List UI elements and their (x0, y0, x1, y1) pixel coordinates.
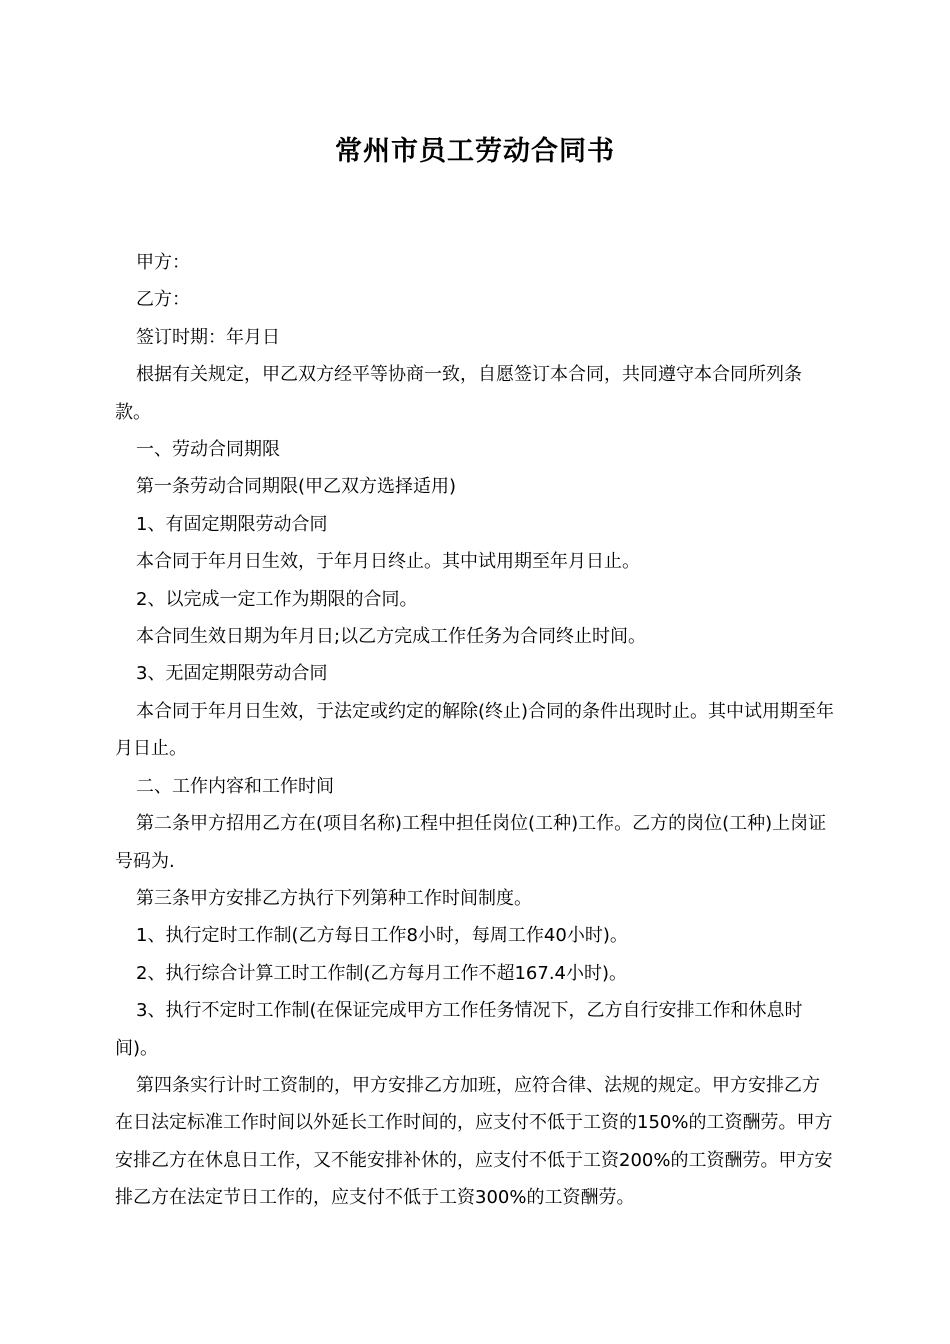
section-heading-1: 一、劳动合同期限 (136, 439, 280, 461)
article-3: 第三条甲方安排乙方执行下列第种工作时间制度。 (136, 887, 532, 909)
document-body (115, 244, 835, 1217)
option-3-text: 本合同于年月日生效，于法定或约定的解除(终止)合同的条件出现时止。其中试用期至年月日止。 (115, 700, 835, 760)
section-heading-2: 二、工作内容和工作时间 (136, 775, 334, 797)
option-1-text: 本合同于年月日生效，于年月日终止。其中试用期至年月日止。 (136, 551, 640, 573)
option-2-text: 本合同生效日期为年月日;以乙方完成工作任务为合同终止时间。 (136, 626, 647, 648)
article-1: 第一条劳动合同期限(甲乙双方选择适用) (136, 476, 457, 498)
option-1-heading: 1、有固定期限劳动合同 (136, 513, 328, 535)
signing-date-line: 签订时期：年月日 (136, 326, 280, 348)
option-2-heading: 2、以完成一定工作为期限的合同。 (136, 588, 418, 610)
work-system-1: 1、执行定时工作制(乙方每日工作8小时，每周工作40小时)。 (136, 925, 628, 947)
document-title: 常州市员工劳动合同书 (335, 136, 615, 167)
work-system-2: 2、执行综合计算工时工作制(乙方每月工作不超167.4小时)。 (136, 962, 628, 984)
article-4: 第四条实行计时工资制的，甲方安排乙方加班，应符合律、法规的规定。甲方安排乙方在日法定标准工作时间以外延长工作时间的，应支付不低于工资的150%的工资酬劳。甲方安排乙方在休息日工作，又不能安排补休的，应支付不低于工资200%的工资酬劳。甲方安排乙方在法定节日工作的，应支付不低于工资300%的工资酬劳。 (115, 1074, 833, 1209)
party-b-line: 乙方： (136, 289, 190, 311)
option-3-heading: 3、无固定期限劳动合同 (136, 663, 328, 685)
preamble-paragraph: 根据有关规定，甲乙双方经平等协商一致，自愿签订本合同，共同遵守本合同所列条款。 (115, 364, 802, 423)
article-2: 第二条甲方招用乙方在(项目名称)工程中担任岗位(工种)工作。乙方的岗位(工种)上岗证号码为. (115, 813, 827, 872)
party-a-line: 甲方： (136, 252, 190, 273)
work-system-3: 3、执行不定时工作制(在保证完成甲方工作任务情况下，乙方自行安排工作和休息时间)。 (115, 1000, 803, 1059)
